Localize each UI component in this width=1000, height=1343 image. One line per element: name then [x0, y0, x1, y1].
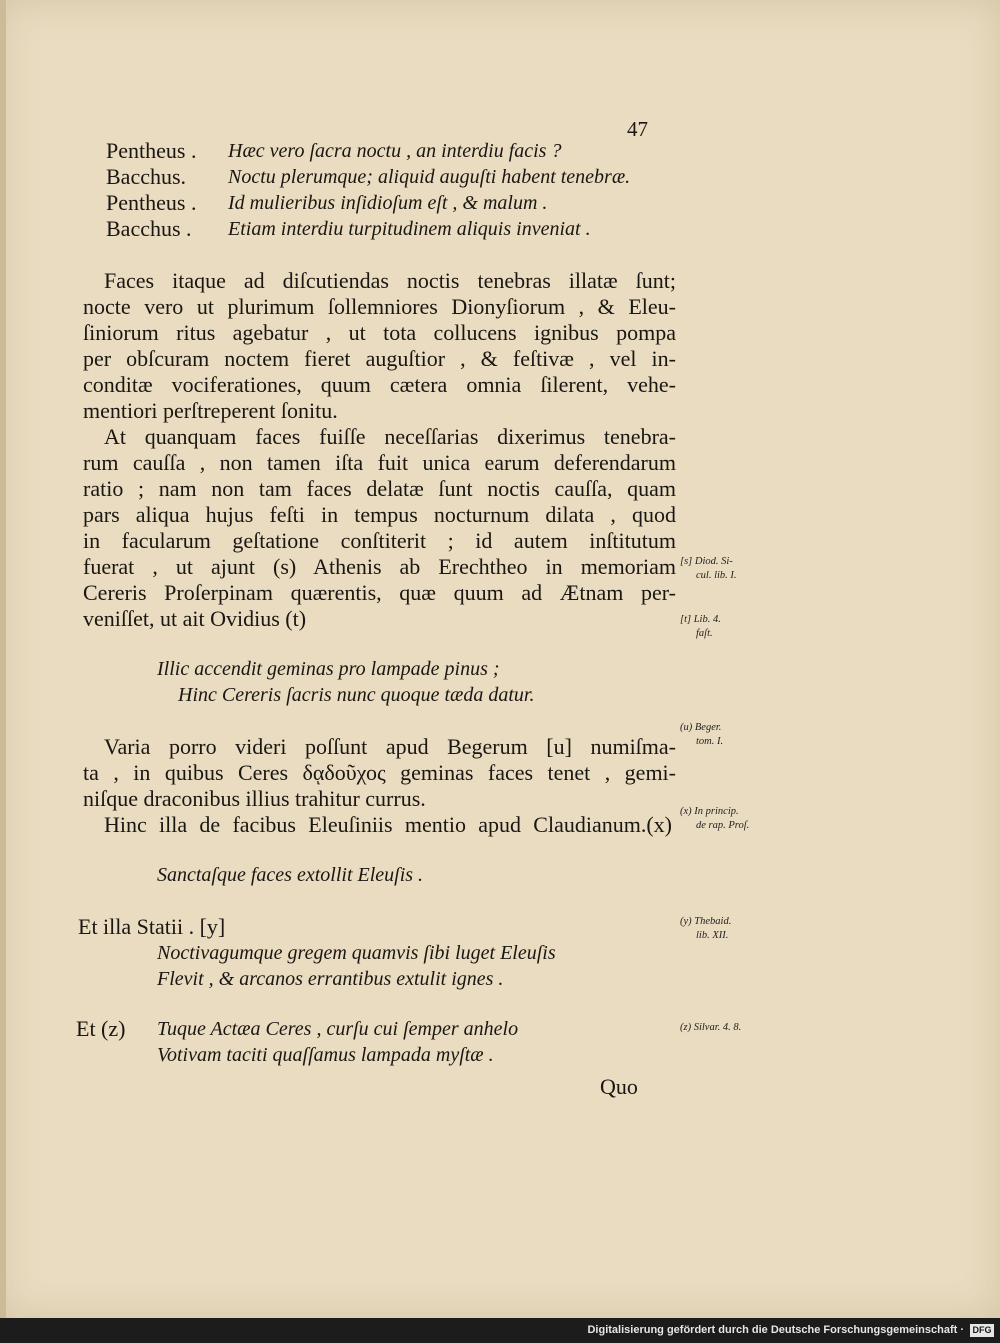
text-line: ta , in quibus Ceres δᾳδοῦχος geminas faces tenet , gemi- — [83, 760, 676, 785]
dialogue-line: Hæc vero ſacra noctu , an interdiu facis ? — [228, 140, 562, 162]
text-line: ſiniorum ritus agebatur , ut tota collucens ignibus pompa — [83, 320, 676, 345]
footer-bar — [0, 1318, 1000, 1343]
page-edge — [0, 0, 6, 1318]
margin-note: (y) Thebaid. — [680, 916, 732, 927]
text-line: Cereris Proſerpinam quærentis, quæ quum ad Ætnam per- — [83, 580, 676, 605]
verse-line: Hinc Cereris ſacris nunc quoque tæda datur. — [178, 684, 535, 706]
dialogue-speaker: Pentheus . — [106, 138, 197, 163]
margin-note: (z) Silvar. 4. 8. — [680, 1022, 742, 1033]
text-line: veniſſet, ut ait Ovidius (t) — [83, 606, 307, 631]
text-line: Et illa Statii . [y] — [78, 914, 226, 939]
dialogue-line: Id mulieribus inſidioſum eſt , & malum . — [228, 192, 548, 214]
text-line: conditæ vociferationes, quum cætera omnia ſilerent, vehe- — [83, 372, 676, 397]
text-line: mentiori perſtreperent ſonitu. — [83, 398, 338, 423]
text-line: per obſcuram noctem fieret auguſtior , & feſtivæ , vel in- — [83, 346, 676, 371]
margin-note: cul. lib. I. — [696, 570, 737, 581]
catchword: Quo — [600, 1074, 638, 1099]
verse-line: Sanctaſque faces extollit Eleuſis . — [157, 864, 424, 886]
verse-line: Votivam taciti quaſſamus lampada myſtæ . — [157, 1044, 494, 1066]
verse-line: Illic accendit geminas pro lampade pinus ; — [157, 658, 500, 680]
verse-line: Noctivagumque gregem quamvis ſibi luget Eleuſis — [157, 942, 556, 964]
text-line: pars aliqua hujus feſti in tempus nocturnum dilata , quod — [83, 502, 676, 527]
dialogue-speaker: Bacchus . — [106, 216, 192, 241]
margin-note: (u) Beger. — [680, 722, 722, 733]
margin-note: [s] Diod. Si- — [680, 556, 733, 567]
text-line: At quanquam faces fuiſſe neceſſarias dixerimus tenebra- — [104, 424, 676, 449]
dialogue-line: Etiam interdiu turpitudinem aliquis inveniat . — [228, 218, 591, 240]
text-line: nocte vero ut plurimum ſollemniores Dionyſiorum , & Eleu- — [83, 294, 676, 319]
dfg-logo: DFG — [970, 1324, 994, 1337]
footer-credit: Digitalisierung gefördert durch die Deutsche Forschungsgemeinschaft · — [587, 1324, 964, 1336]
text-line: rum cauſſa , non tamen iſta fuit unica earum deferendarum — [83, 450, 676, 475]
margin-note: faſt. — [696, 628, 713, 639]
page-number: 47 — [627, 117, 648, 141]
dialogue-line: Noctu plerumque; aliquid auguſti habent tenebræ. — [228, 166, 631, 188]
text-line: Faces itaque ad diſcutiendas noctis tenebras illatæ ſunt; — [104, 268, 676, 293]
text-line: Varia porro videri poſſunt apud Begerum [u] numiſma- — [104, 734, 676, 759]
margin-note: de rap. Proſ. — [696, 820, 750, 831]
margin-note: tom. I. — [696, 736, 724, 747]
dialogue-speaker: Bacchus. — [106, 164, 187, 189]
verse-line: Flevit , & arcanos errantibus extulit ignes . — [157, 968, 504, 990]
text-line: niſque draconibus illius trahitur currus. — [83, 786, 426, 811]
text-line: Hinc illa de facibus Eleuſiniis mentio apud Claudianum.(x) — [104, 812, 672, 837]
margin-note: lib. XII. — [696, 930, 729, 941]
dialogue-speaker: Pentheus . — [106, 190, 197, 215]
margin-note: (x) In princip. — [680, 806, 739, 817]
text-line: fuerat , ut ajunt (s) Athenis ab Erechtheo in memoriam — [83, 554, 676, 579]
text-line: in facularum geſtatione conſtiterit ; id autem inſtitutum — [83, 528, 676, 553]
margin-note: [t] Lib. 4. — [680, 614, 721, 625]
text-line: Et (z) — [76, 1016, 126, 1041]
verse-line: Tuque Actæa Ceres , curſu cui ſemper anhelo — [157, 1018, 519, 1040]
text-line: ratio ; nam non tam faces delatæ ſunt noctis cauſſa, quam — [83, 476, 676, 501]
